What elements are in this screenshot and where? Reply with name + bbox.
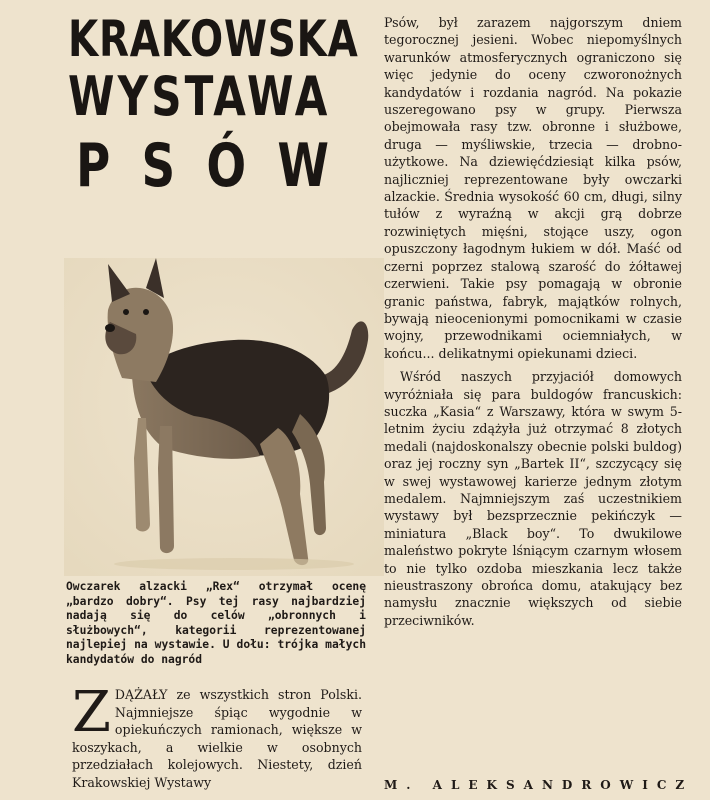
left-column-text bbox=[72, 680, 362, 792]
headline bbox=[68, 10, 368, 201]
photo-caption: Owczarek alzacki „Rex“ otrzymał ocenę „bardzo dobry“. Psy tej rasy najbardziej nadają się do celów „obronnych i służbowych“, kategorii reprezentowanej najlepiej na wystawie. U dołu: trójka małych kandydatów do nagród bbox=[66, 580, 366, 666]
drop-cap: Z bbox=[72, 680, 111, 745]
headline-line-3: PSÓW bbox=[76, 131, 361, 201]
author-signature: M. ALEKSANDROWICZ bbox=[384, 778, 694, 792]
right-column-text bbox=[384, 14, 682, 629]
right-body-paragraph-2: Wśród naszych przyjaciół domowych wyróżniała się para buldogów francuskich: suczka „Kasia“ z Warszawy, która w swym 5-letnim życiu zdążyła już otrzymać 8 złotych medali (najdoskonalszy obecnie polski buldog) oraz jej roczny syn „Bartek II“, szczycący się w swej wystawowej karierze jednym złotym medalem. Najmniejszym zaś uczestnikiem wystawy był bezsprzecznie pekińczyk — miniatura „Black boy“. To dwukilowe maleństwo pokryte lśniącym czarnym włosem to nie tylko ozdoba mieszkania lecz także nieustraszony obrońca domu, atakujący bez namysłu znacznie większych od siebie przeciwników. bbox=[384, 369, 682, 628]
headline-line-2: WYSTAWA bbox=[68, 65, 331, 128]
right-body-paragraph-1: Psów, był zarazem najgorszym dniem tegorocznej jesieni. Wobec niepomyślnych warunków atmosferycznych ograniczono się więc jedynie do oceny czworonożnych kandydatów i rozdania nagród. Na pokazie uszeregowano psy w grupy. Pierwsza obejmowała rasy tzw. obronne i służbowe, druga — myśliwskie, trzecia — drobno-użytkowe. Na dziewięćdziesiąt kilka psów, najliczniej reprezentowane były owczarki alzackie. Średnia wysokość 60 cm, długi, silny tułów z wyraźną w akcji grą dobrze rozwiniętych mięśni, stojące uszy, ogon opuszczony łagodnym łukiem w dół. Maść od czerni poprzez stalową szarość do żółtawej czerwieni. Takie psy pomagają w obronie granic państwa, fabryk, majątków rolnych, bywają nieocenionymi pomocnikami w czasie wojny, przewodnikami ociemniałych, w końcu... delikatnymi opiekunami dzieci. bbox=[384, 15, 682, 361]
headline-line-1: KRAKOWSKA bbox=[68, 10, 359, 68]
left-body-paragraph: DĄŻAŁY ze wszystkich stron Polski. Najmniejsze śpiąc wygodnie w opiekuńczych ramionach, większe w koszykach, a wielkie w osobnych przedziałach kolejowych. Niestety, dzień Krakowskiej Wystawy bbox=[72, 687, 362, 790]
dog-photo bbox=[64, 258, 384, 576]
